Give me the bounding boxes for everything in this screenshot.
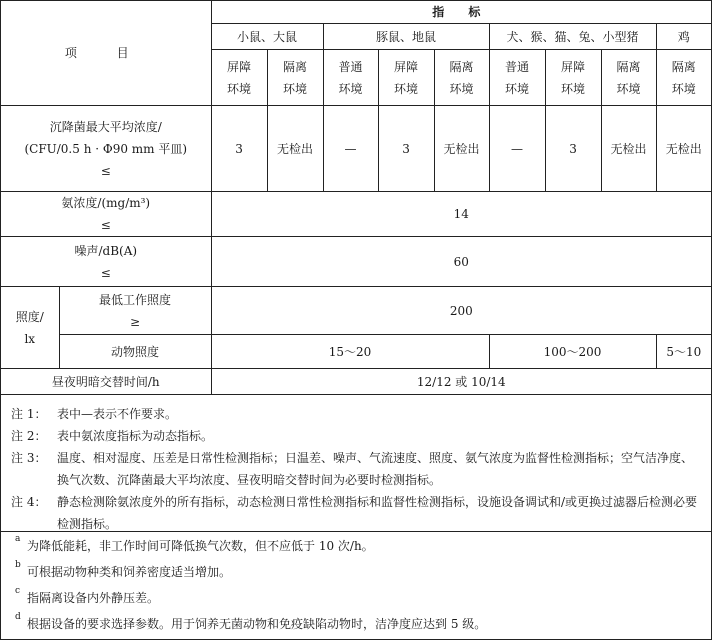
footnote-text: 可根据动物种类和饲养密度适当增加。: [27, 565, 232, 579]
row-label-ammonia: 氨浓度/(mg/m³) ≤: [1, 192, 211, 237]
env-header: 屏障 环境: [378, 50, 434, 106]
environment-indicator-table: [1, 1, 711, 395]
table-cell: 3: [545, 106, 601, 192]
table-notes: [1, 397, 711, 532]
footnote-mark: a: [15, 534, 21, 544]
row-label-bacteria: 沉降菌最大平均浓度/ (CFU/0.5 h · Φ90 mm 平皿) ≤: [1, 106, 211, 192]
footnote-item: [1, 585, 711, 611]
table-cell: 3: [378, 106, 434, 192]
footnote-mark: c: [15, 586, 21, 596]
note-label: 注 1：: [11, 407, 47, 421]
table-cell: 无检出: [601, 106, 656, 192]
footnote-text: 根据设备的要求选择参数。用于饲养无菌动物和免疫缺陷动物时，洁净度应达到 5 级。: [27, 617, 487, 631]
note-text: 温度、相对湿度、压差是日常性检测指标；日温差、噪声、气流速度、照度、氨气浓度为监督性检测指标；空气洁净度、换气次数、沉降菌最大平均浓度、昼夜明暗交替时间为必要时检测指标。: [57, 451, 694, 487]
table-cell: 3: [211, 106, 267, 192]
footnote-item: [1, 559, 711, 585]
header-item: 项 目: [1, 1, 211, 106]
note-label: 注 2：: [11, 429, 47, 443]
row-label-min-illum: 最低工作照度 ≥: [59, 287, 211, 335]
note-item: [11, 425, 701, 447]
footnote-item: [1, 533, 711, 559]
noise-value: 60: [211, 237, 711, 287]
animal-illum-value: 15～20: [211, 335, 489, 369]
note-label: 注 4：: [11, 495, 47, 509]
env-header: 隔离 环境: [434, 50, 489, 106]
table-cell: 无检出: [267, 106, 323, 192]
row-label-noise: 噪声/dB(A) ≤: [1, 237, 211, 287]
note-item: [11, 447, 701, 491]
table-cell: —: [489, 106, 545, 192]
ammonia-value: 14: [211, 192, 711, 237]
note-item: [11, 403, 701, 425]
table-cell: 无检出: [656, 106, 711, 192]
env-header: 隔离 环境: [601, 50, 656, 106]
table-cell: 无检出: [434, 106, 489, 192]
min-illum-value: 200: [211, 287, 711, 335]
row-label-light-cycle: 昼夜明暗交替时间/h: [1, 369, 211, 395]
note-item: [11, 491, 701, 535]
group-header-mouse-rat: 小鼠、大鼠: [211, 24, 323, 50]
group-header-dog-monkey-cat-rabbit-pig: 犬、猴、猫、兔、小型猪: [489, 24, 656, 50]
env-header: 隔离 环境: [267, 50, 323, 106]
note-text: 表中—表示不作要求。: [57, 407, 178, 421]
footnote-mark: d: [15, 612, 21, 622]
animal-illum-value: 100～200: [489, 335, 656, 369]
footnote-mark: b: [15, 560, 21, 570]
illumination-group-label: 照度/ lx: [1, 287, 59, 369]
footnote-text: 为降低能耗，非工作时间可降低换气次数，但不应低于 10 次/h。: [27, 539, 374, 553]
footnote-item: [1, 611, 711, 637]
group-header-guineapig-hamster: 豚鼠、地鼠: [323, 24, 489, 50]
group-header-chicken: 鸡: [656, 24, 711, 50]
env-header: 屏障 环境: [545, 50, 601, 106]
env-header: 屏障 环境: [211, 50, 267, 106]
note-text: 表中氨浓度指标为动态指标。: [57, 429, 214, 443]
table-cell: —: [323, 106, 378, 192]
env-header: 隔离 环境: [656, 50, 711, 106]
env-header: 普通 环境: [323, 50, 378, 106]
animal-illum-value: 5～10: [656, 335, 711, 369]
light-cycle-value: 12/12 或 10/14: [211, 369, 711, 395]
note-text: 静态检测除氨浓度外的所有指标，动态检测日常性检测指标和监督性检测指标，设施设备调试和/或更换过滤器后检测必要检测指标。: [57, 495, 698, 531]
env-header: 普通 环境: [489, 50, 545, 106]
header-indicator: 指 标: [211, 1, 711, 24]
footnote-text: 指隔离设备内外静压差。: [27, 591, 160, 605]
table-footnotes: [1, 533, 711, 637]
row-label-animal-illum: 动物照度: [59, 335, 211, 369]
note-label: 注 3：: [11, 451, 47, 465]
